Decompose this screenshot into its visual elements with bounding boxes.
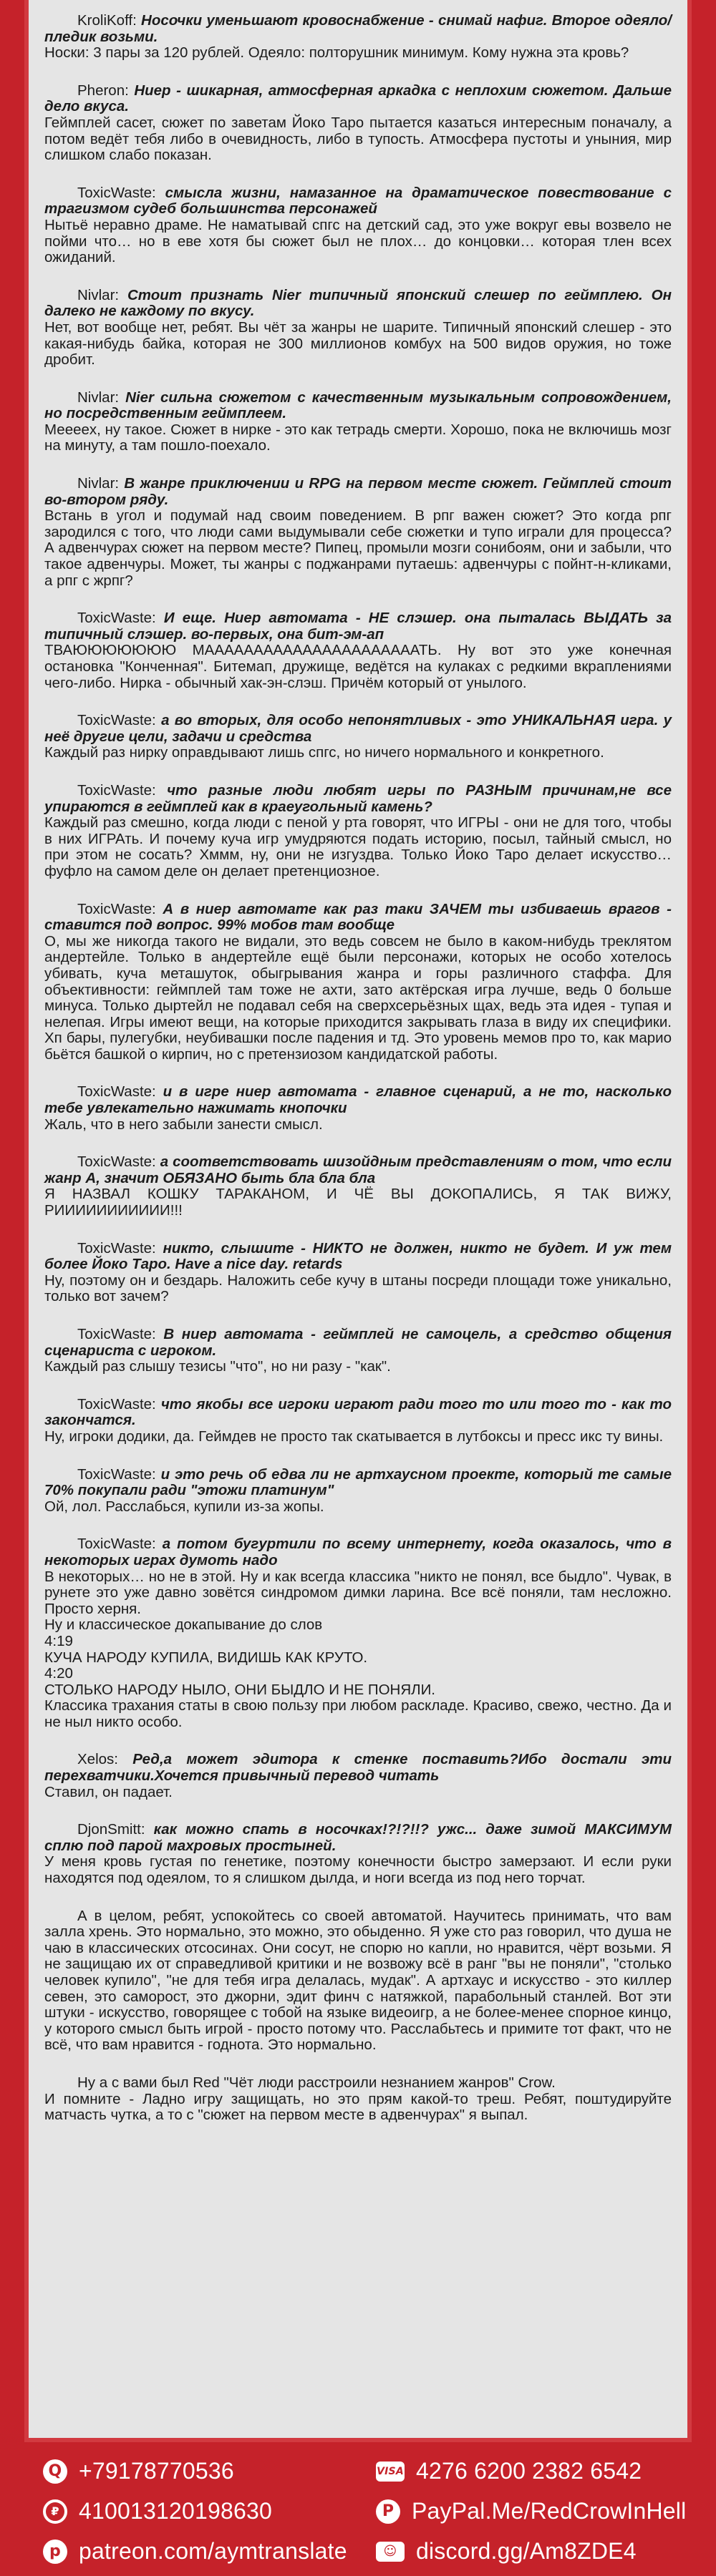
reply-text: Мееееx, ну такое. Сюжет в нирке - это как тетрадь смерти. Хорошо, пока не включишь мозг на минуту, а там пошло-поехало.	[44, 421, 672, 454]
comment-page	[29, 0, 687, 2438]
comment-entry	[44, 610, 672, 691]
comment-entry	[44, 185, 672, 266]
comment-author: DjonSmitt:	[77, 1821, 154, 1838]
comment-header	[44, 288, 672, 320]
reply-text: Каждый раз смешно, когда люди с пеной у рта говорят, что ИГРЫ - они не для того, чтобы в них ИГРАть. И почему куча игр умудряются подать историю, посыл, тайный смысл, но при этом не сосать? Хммм, ну, они не изгуздва. Только Йоко Таро делает искусство… фуфло на самом деле он делает претенциозное.	[44, 814, 672, 879]
comment-quote: И еще. Ниер автомата - НЕ слэшер. она пыталась ВЫДАТЬ за типичный слэшер. во-первых, она бит-эм-ап	[44, 610, 672, 643]
discord-contact[interactable]	[376, 2538, 637, 2565]
comment-entry	[44, 783, 672, 880]
paypal-icon: P	[376, 2499, 400, 2524]
comment-entry	[44, 1822, 672, 1886]
comment-header	[44, 783, 672, 815]
reply-text: Ну, поэтому он и бездарь. Наложить себе кучу в штаны посреди площади тоже уникально, только вот зачем?	[44, 1272, 672, 1305]
comment-author: ToxicWaste:	[77, 184, 165, 201]
comment-quote: и это речь об едва ли не артхаусном проекте, который те самые 70% покупали ради "этожи платинум"	[44, 1465, 672, 1499]
comment-author: Pheron:	[77, 82, 135, 99]
comment-entry	[44, 1397, 672, 1445]
visa-number: 4276 6200 2382 6542	[416, 2458, 642, 2484]
comment-entry	[44, 1327, 672, 1375]
comment-author: ToxicWaste:	[77, 1465, 161, 1483]
reply-text: Ставил, он падает.	[44, 1783, 173, 1800]
comment-quote: Ред,а может эдитора к стенке поставить?Ибо достали эти перехватчики.Хочется привычный перевод читать	[44, 1751, 672, 1785]
comment-author: ToxicWaste:	[77, 1083, 163, 1101]
qiwi-number: +79178770536	[79, 2458, 234, 2484]
comment-entry	[44, 902, 672, 1063]
comment-author: ToxicWaste:	[77, 712, 162, 729]
reply-text: ТВАЮЮЮЮЮЮЮ МААААААААААААААААААААААТЬ. Ну вот это уже конечная остановка "Конченная". Битемап, дружище, ведётся на кулаках с редкими вкраплениями чего-либо. Нирка - обычный хак-эн-слэш. Причём который от унылого.	[44, 642, 672, 691]
comment-author: ToxicWaste:	[77, 1153, 160, 1171]
comment-entry	[44, 713, 672, 761]
reply-text: Я НАЗВАЛ КОШКУ ТАРАКАНОМ, И ЧЁ ВЫ ДОКОПАЛИСЬ, Я ТАК ВИЖУ, РИИИИИИИИИИИ!!!	[44, 1186, 672, 1219]
comment-quote: а потом бугуртили по всему интернету, когда оказалось, что в некоторых играх думоть надо	[44, 1536, 672, 1568]
comment-header	[44, 610, 672, 643]
comment-quote: а соответствовать шизойдным представлениям о том, что если жанр А, значит ОБЯЗАНО быть бла бла бла	[44, 1153, 672, 1186]
comment-quote: Носочки уменьшают кровоснабжение - снимай нафиг. Второе одеяло/пледик возьми.	[44, 12, 672, 45]
reply-text: Каждый раз слышу тезисы "что", но ни разу - "как".	[44, 1358, 391, 1375]
reply-text: Нет, вот вообще нет, ребят. Вы чёт за жанры не шарите. Типичный японский слешер - это какая-нибудь байка, которая не 300 миллионов комбух на 500 видов оружия, но тоже дробит.	[44, 318, 672, 369]
comment-quote: а во вторых, для особо непонятливых - это УНИКАЛЬНАЯ игра. у неё другие цели, задачи и средства	[44, 712, 672, 745]
patreon-contact[interactable]	[43, 2538, 347, 2565]
comment-quote: Стоит признать Nier типичный японский слешер по геймплею. Он далеко не каждому по вкусу.	[44, 286, 672, 320]
patreon-icon: p	[43, 2540, 67, 2564]
comment-quote: что разные люди любят игры по РАЗНЫМ причинам,не все упираются в геймплей как в краеугольный камень?	[44, 781, 672, 815]
qiwi-contact[interactable]	[43, 2458, 234, 2484]
comment-quote: А в ниер автомате как раз таки ЗАЧЕМ ты избиваешь врагов - ставится под вопрос. 99% мобов там вообще	[44, 900, 672, 934]
comment-entry	[44, 1536, 672, 1730]
comment-quote: никто, слышите - НИКТО не должен, никто не будет. И уж тем более Йоко Таро. Have a nice day. retards	[44, 1239, 672, 1273]
comment-entry	[44, 1467, 672, 1516]
yandex-money-icon: ₽	[43, 2499, 67, 2524]
comment-author: ToxicWaste:	[77, 1395, 161, 1413]
comment-entry	[44, 288, 672, 369]
yandex-contact[interactable]	[43, 2498, 272, 2524]
comment-quote: смысла жизни, намазанное на драматическое повествование с трагизмом судеб большинства персонажей	[44, 184, 672, 218]
paypal-contact[interactable]	[376, 2498, 686, 2524]
reply-text: Ну а с вами был Red "Чёт люди расстроили незнанием жанров" Crow. И помните - Ладно игру защищать, но это прям какой-то треш. Ребят, поштудируйте матчасть чутка, а то с "сюжет на первом месте в адвенчурах" я выпал.	[44, 2074, 672, 2124]
comment-author: ToxicWaste:	[77, 1536, 163, 1553]
comment-header	[44, 902, 672, 934]
discord-link[interactable]: discord.gg/Am8ZDE4	[416, 2538, 637, 2564]
comment-entry	[44, 476, 672, 589]
reply-text: Каждый раз нирку оправдывают лишь спгс, но ничего нормального и конкретного.	[44, 744, 604, 761]
comment-quote: как можно спать в носочках!?!?!!? ужс... даже зимой МАКСИМУМ сплю под парой махровых простыней.	[44, 1821, 672, 1854]
comment-quote: Nier сильна сюжетом с качественным музыкальным сопровождением, но посредственным геймплеем.	[44, 389, 672, 422]
reply-text: Геймплей сасет, сюжет по заветам Йоко Таро пытается казаться интересным поначалу, а потом ведёт тебя либо в очевидность, либо в тупость. Атмосфера пустоты и уныния, мир слишком слабо показан.	[44, 114, 672, 164]
comment-quote: что якобы все игроки играют ради того то или того то - как то закончатся.	[44, 1395, 672, 1429]
comment-header	[44, 13, 672, 45]
yandex-number: 410013120198630	[79, 2498, 272, 2524]
comment-author: ToxicWaste:	[77, 610, 164, 627]
discord-icon: ☺	[376, 2542, 405, 2562]
donation-footer	[0, 2438, 716, 2576]
comment-entry	[44, 2075, 672, 2124]
comment-header	[44, 713, 672, 745]
reply-text: У меня кровь густая по генетике, поэтому конечности быстро замерзают. И если руки находятся под одеялом, то я слишком дылда, и ноги всегда из под него торчат.	[44, 1853, 672, 1887]
comment-header	[44, 476, 672, 508]
comment-author: Nivlar:	[77, 286, 127, 303]
comment-author: Xelos:	[77, 1751, 133, 1768]
comment-author: Nivlar:	[77, 475, 125, 492]
comment-header	[44, 1536, 672, 1568]
reply-text: Ой, лол. Расслабься, купили из-за жопы.	[44, 1498, 324, 1515]
comment-author: Nivlar:	[77, 389, 126, 406]
comment-author: ToxicWaste:	[77, 1326, 164, 1342]
reply-text: Нытьё неравно драме. Не наматывай спгс на детский сад, это уже вокруг евы возвело не пойми что… но в еве хотя бы сюжет был не плох… до концовки… которая тлен всех ожиданий.	[44, 216, 672, 266]
reply-text: Жаль, что в него забыли занести смысл.	[44, 1116, 323, 1133]
reply-text: Ну, игроки додики, да. Геймдев не просто так скатывается в лутбоксы и пресс икс ту вины.	[44, 1428, 664, 1445]
comment-header	[44, 1467, 672, 1499]
comment-entry	[44, 1084, 672, 1133]
comment-author: KroliKoff:	[77, 12, 142, 29]
comment-quote: Ниер - шикарная, атмосферная аркадка с неплохим сюжетом. Дальше дело вкуса.	[44, 82, 672, 115]
visa-icon: VISA	[376, 2462, 405, 2482]
comment-author: ToxicWaste:	[77, 900, 163, 917]
reply-text: Носки: 3 пары за 120 рублей. Одеяло: полторушник минимум. Кому нужна эта кровь?	[44, 44, 629, 62]
visa-contact[interactable]	[376, 2458, 642, 2484]
comment-header	[44, 1084, 672, 1116]
comment-entry	[44, 1241, 672, 1305]
comment-list	[29, 0, 687, 2124]
comment-author: ToxicWaste:	[77, 1239, 163, 1257]
comment-quote: В жанре приключении и RPG на первом месте сюжет. Геймплей стоит во-втором ряду.	[44, 475, 672, 508]
comment-entry	[44, 1154, 672, 1219]
comment-header	[44, 1327, 672, 1359]
qiwi-icon: Q	[43, 2459, 67, 2484]
comment-header	[44, 1241, 672, 1273]
reply-text: В некоторых… но не в этой. Ну и как всегда классика "никто не понял, все быдло". Чувак, в рунете это уже давно зовётся синдромом димки ларина. Все всё поняли, там несложно. Просто херня. Ну и классическое докапывание до слов 4:19 КУЧА НАРОДУ КУПИЛА, ВИДИШЬ КАК КРУТО. 4:20 СТОЛЬКО НАРОДУ НЫЛО, ОНИ БЫДЛО И НЕ ПОНЯЛИ. Классика трахания статы в свою пользу при любом раскладе. Красиво, свежо, честно. Да и не ныл никто особо.	[44, 1568, 672, 1730]
reply-text: О, мы же никогда такого не видали, это ведь совсем не было в каком-нибудь треклятом андертейле. Только в андертейле ещё были персонажи, которых не особо хотелось убивать, куча меташуток, обыгрывания жанра и горы различного стаффа. Для объективности: геймплей там тоже не ахти, зато актёрская игра лучше, ведь 0 больше минуса. Только дыртейл не подавал себя на сверхсерьёзных щах, ведь эта идея - тупая и нелепая. Игры имеют вещи, на которые приходится закрывать глаза в виду их специфики. Хп бары, пулегубки, неубивашки после падения и тд. Это уровень мемов про то, как марио бьётся башкой о кирпич, но с претензиозом кандидатской работы.	[44, 932, 672, 1063]
comment-entry	[44, 1908, 672, 2054]
comment-entry	[44, 13, 672, 62]
comment-header	[44, 185, 672, 218]
comment-entry	[44, 83, 672, 164]
comment-entry	[44, 390, 672, 454]
comment-entry	[44, 1752, 672, 1800]
patreon-link[interactable]: patreon.com/aymtranslate	[79, 2538, 347, 2564]
comment-quote: В ниер автомата - геймплей не самоцель, а средство общения сценариста с игроком.	[44, 1326, 672, 1359]
comment-author: ToxicWaste:	[77, 781, 168, 799]
comment-header	[44, 1397, 672, 1429]
comment-header	[44, 1752, 672, 1784]
reply-text: А в целом, ребят, успокойтесь со своей автоматой. Научитесь принимать, что вам залла хрень. Это нормально, это можно, это обыденно. Я уже сто раз говорил, что душа не чаю в классических отсосинах. Они сосут, не спорю но капли, но нравится, чёрт возьми. Я не защищаю их от справедливой критики и не возвожу всё в ранг "вы не поняли", "столько человек купило", "не для тебя игра делалась, мудак". А артхаус и искусство - это киллер севен, это саморост, это джорни, эдит финч с натяжкой, парабольный станлей. Вот эти штуки - искусство, говорящее с тобой на языке видеоигр, а не более-менее спорное кинцо, у которого смысл быть игрой - просто потому что. Расслабьтесь и примите тот факт, что не всё, что вам нравится - годнота. Это нормально.	[44, 1907, 672, 2054]
comment-header	[44, 1154, 672, 1186]
comment-header	[44, 390, 672, 422]
comment-header	[44, 83, 672, 115]
reply-text: Встань в угол и подумай над своим поведением. В рпг важен сюжет? Это когда рпг зародился с того, что люди сами выдумывали себе сюжетки и тупо играли для процесса? А адвенчурах сюжет на первом месте? Пипец, промыли мозги сонибоям, они и забыли, что такое адвенчуры. Может, ты жанры с поджанрами путаешь: адвенчуры с пойнт-н-кликами, а рпг с жрпг?	[44, 507, 672, 589]
comment-quote: и в игре ниер автомата - главное сценарий, а не то, насколько тебе увлекательно нажимать кнопочки	[44, 1083, 672, 1117]
paypal-link[interactable]: PayPal.Me/RedCrowInHell	[412, 2498, 687, 2524]
comment-header	[44, 1822, 672, 1854]
